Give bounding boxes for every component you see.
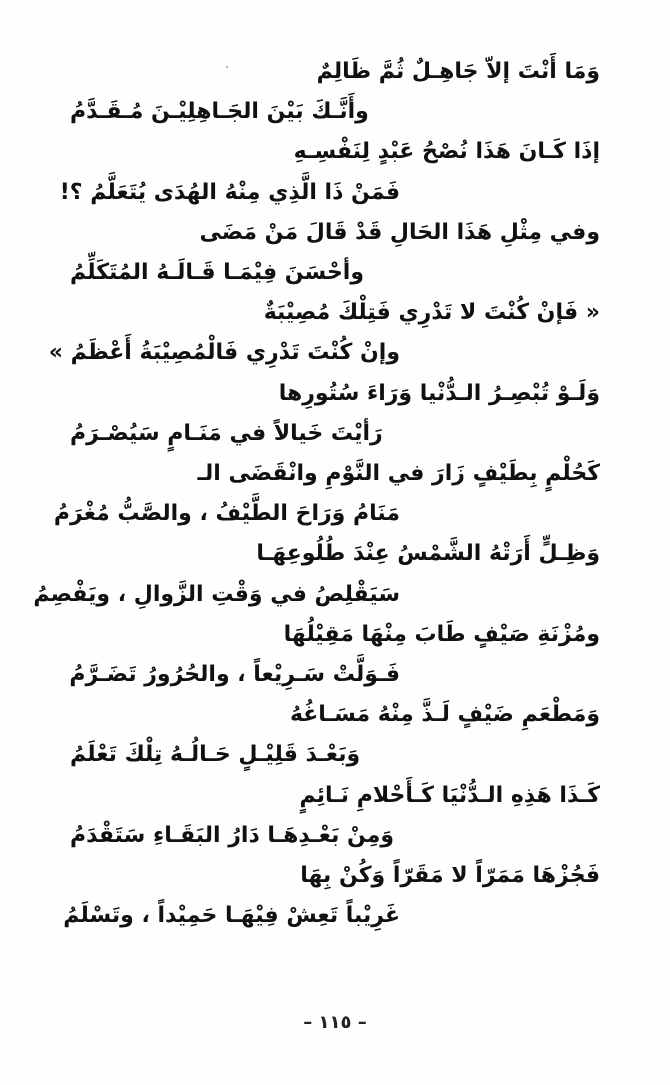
verse-2 (59, 132, 600, 212)
verse-9-first-hemistich: وَمَطْعَمِ ضَيْفٍ لَـذَّ مِنْهُ مَسَـاغُهُ (289, 702, 600, 728)
verse-7-first-hemistich: وَظِـلٍّ أَرَتْهُ الشَّمْسُ عِنْدَ طُلُوعِهَـا (256, 541, 600, 567)
verse-8-first-hemistich: ومُزْنَةِ صَيْفٍ طَابَ مِنْهَا مَقِيْلُهَا (283, 621, 600, 647)
verse-4-first-hemistich: « فَإنْ كُنْتَ لا تَدْرِي فَتِلْكَ مُصِيْبَةٌ (263, 300, 600, 326)
verse-9 (70, 695, 600, 775)
page-number: – ١١٥ – (303, 1012, 367, 1033)
verse-5-first-hemistich: وَلَـوْ تُبْصِـرُ الـدُّنْيا وَرَاءَ سُتُورِها (278, 380, 600, 406)
verse-1-first-hemistich: وَمَا أَنْتَ إلاّ جَاهِـلٌ ثُمَّ ظَالِمٌ (316, 59, 600, 84)
verse-11 (63, 856, 600, 936)
poem-verses (33, 52, 600, 936)
verse-2-second-hemistich: فَمَنْ ذَا الَّذِي مِنْهُ الهُدَى يُتَعَلَّمُ ؟! (59, 179, 400, 205)
verse-7 (33, 534, 600, 614)
verse-3 (70, 213, 600, 293)
verse-6-second-hemistich: مَنَامُ وَرَاحَ الطَّيْفُ ، والصَّبُّ مُغْرَمُ (53, 501, 400, 527)
verse-11-second-hemistich: غَرِيْباً تَعِشْ فِيْهَـا حَمِيْداً ، وتَسْلَمُ (63, 903, 400, 929)
verse-4-second-hemistich: وإنْ كُنْتَ تَدْرِي فَالْمُصِيْبَةُ أَعْظَمُ » (48, 340, 400, 366)
verse-9-second-hemistich: وَبَعْـدَ قَلِيْـلٍ حَـالُـهُ تِلْكَ تَعْلَمُ (70, 742, 361, 768)
verse-5 (70, 374, 600, 454)
verse-6 (53, 454, 600, 534)
verse-10-second-hemistich: وَمِنْ بَعْـدِهَـا دَارُ البَقَـاءِ سَتَقْدَمُ (70, 822, 395, 848)
verse-6-first-hemistich: كَحُلْمٍ بِطَيْفٍ زَارَ في النَّوْمِ وانْقَضَى الـ (197, 460, 600, 486)
verse-3-first-hemistich: وفي مِثْلِ هَذَا الحَالِ قَدْ قَالَ مَنْ مَضَى (199, 219, 600, 245)
verse-10-first-hemistich: كَـذَا هَذِهِ الـدُّنْيَا كَـأَحْلامِ نَـائِمٍ (299, 782, 600, 808)
verse-11-first-hemistich: فَجُزْهَا مَمَرّاً لا مَقَرّاً وَكُنْ بِهَا (300, 862, 600, 888)
verse-8 (70, 615, 600, 695)
verse-1 (70, 52, 600, 132)
verse-7-second-hemistich: سَيَقْلِصُ في وَقْتِ الزَّوالِ ، ويَفْصِمُ (33, 581, 400, 607)
verse-3-second-hemistich: وأحْسَنَ فِيْمَـا قَـالَـهُ المُتَكَلِّمُ (70, 259, 365, 285)
verse-10 (70, 776, 600, 856)
verse-2-first-hemistich: إذَا كَـانَ هَذَا نُصْحُ عَبْدٍ لِنَفْسِـهِ (293, 139, 600, 165)
verse-5-second-hemistich: رَأيْتَ خَيالاً في مَنَـامٍ سَيُصْـرَمُ (70, 420, 383, 446)
verse-4 (48, 293, 600, 373)
verse-1-second-hemistich: وأَنَّـكَ بَيْنَ الجَـاهِلِيْـنَ مُـقَـدَّمُ (70, 99, 369, 125)
verse-8-second-hemistich: فَـوَلَّتْ سَـرِيْعاً ، والحُرُورُ تَضَـرَّمُ (69, 661, 400, 687)
